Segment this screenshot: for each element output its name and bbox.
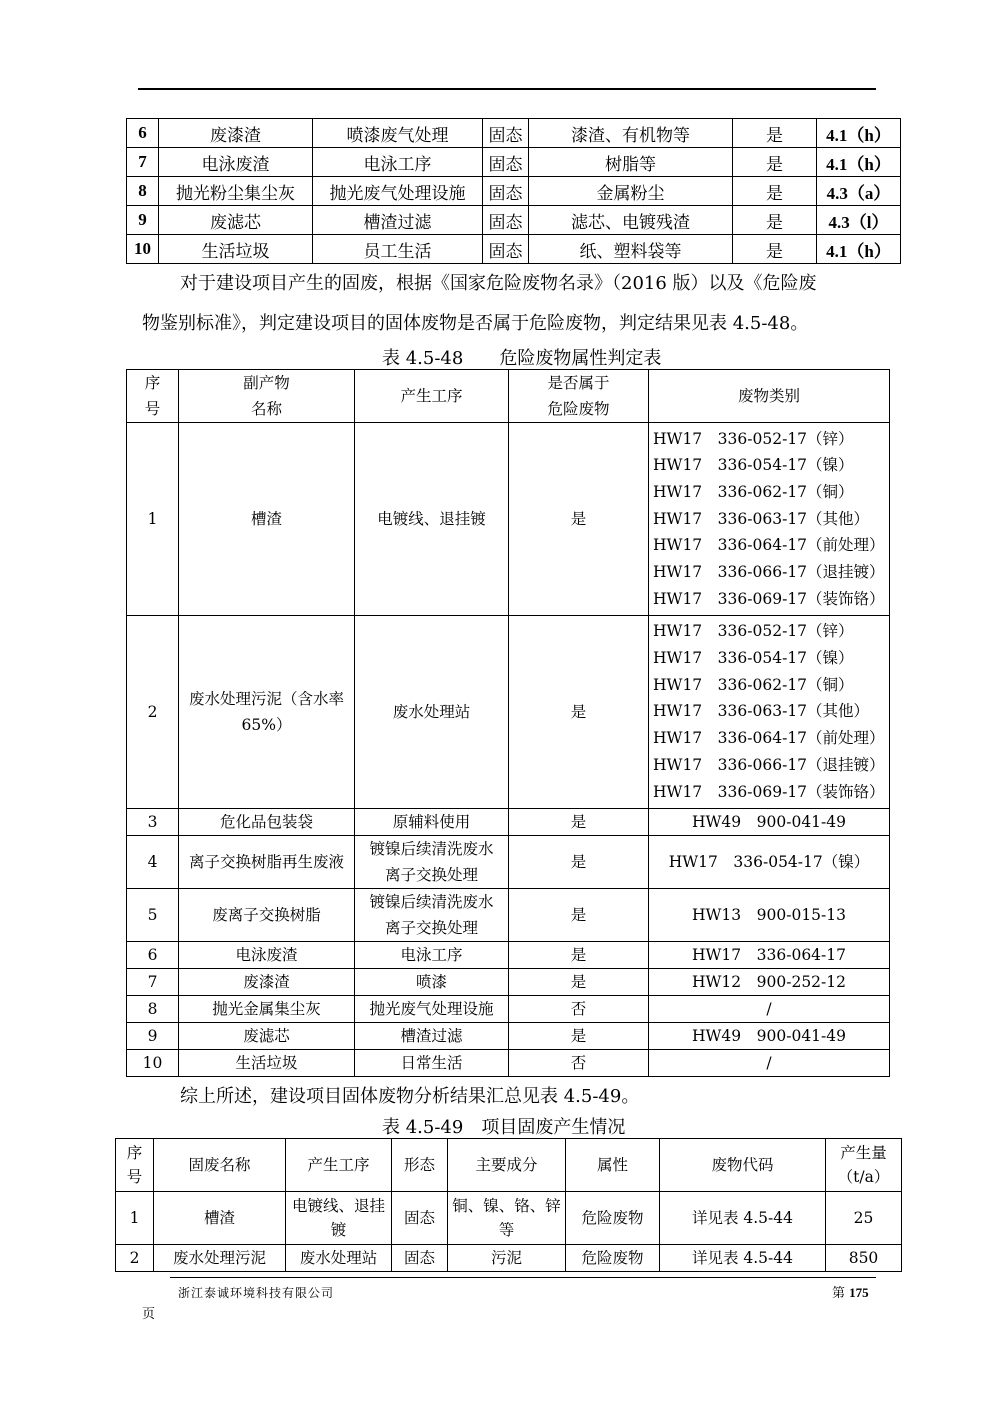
cell-is-hazardous: 否: [509, 995, 649, 1022]
table-row: [127, 206, 901, 235]
cell-form: 固态: [483, 235, 529, 264]
table-header-row: [127, 370, 890, 423]
waste-code-line: HW17 336-066-17（退挂镀）: [653, 562, 885, 581]
waste-code-line: HW17 336-069-17（装饰铬）: [653, 782, 885, 801]
table-row: [127, 808, 890, 835]
table-header-row: [116, 1139, 902, 1192]
cell-composition: 铜、镍、铬、锌等: [448, 1192, 566, 1245]
waste-code-line: HW17 336-064-17（前处理）: [653, 536, 885, 555]
column-header: 废物代码: [660, 1139, 826, 1192]
cell-waste-code: 详见表 4.5-44: [660, 1245, 826, 1272]
cell-process: 镀镍后续清洗废水离子交换处理: [355, 888, 509, 941]
cell-waste-category: HW17 336-054-17（镍）: [649, 835, 890, 888]
table-row: [127, 941, 890, 968]
table-row: [127, 615, 890, 808]
cell-basis: 4.3（l）: [817, 206, 901, 235]
table-row: [127, 1022, 890, 1049]
cell-basis: 4.1（h）: [817, 148, 901, 177]
paragraph-line: 对于建设项目产生的固废，根据《国家危险废物名录》（2016 版）以及《危险废: [180, 273, 817, 294]
table-row: [127, 148, 901, 177]
page-number: 175: [849, 1285, 869, 1300]
cell-process: 镀镍后续清洗废水离子交换处理: [355, 835, 509, 888]
cell-waste-category: /: [649, 995, 890, 1022]
cell-is-hazardous: 是: [509, 968, 649, 995]
table-caption-49: 表 4.5-49 项目固废产生情况: [382, 1117, 626, 1138]
column-header: 废物类别: [649, 370, 890, 423]
cell-is-hazardous: 是: [509, 1022, 649, 1049]
cell-quantity: 850: [826, 1245, 902, 1272]
table-row: [127, 235, 901, 264]
column-header: 产生工序: [286, 1139, 392, 1192]
table-row: [127, 423, 890, 616]
cell-composition: 树脂等: [529, 148, 733, 177]
table-row: [127, 888, 890, 941]
cell-is-hazardous: 是: [509, 941, 649, 968]
waste-code-line: HW17 336-062-17（铜）: [653, 675, 854, 694]
column-header: 序 号: [116, 1139, 154, 1192]
cell-composition: 漆渣、有机物等: [529, 119, 733, 148]
cell-process: 喷漆: [355, 968, 509, 995]
cell-waste-category: HW17 336-064-17: [649, 941, 890, 968]
cell-byproduct-name: 离子交换树脂再生废液: [179, 835, 355, 888]
column-header: 属性: [566, 1139, 660, 1192]
cell-process: 电泳工序: [355, 941, 509, 968]
cell-index: 2: [116, 1245, 154, 1272]
paragraph-summary: 综上所述，建设项目固体废物分析结果汇总见表 4.5-49。: [180, 1086, 640, 1107]
cell-is-hazardous: 是: [509, 888, 649, 941]
cell-is-hazardous: 否: [509, 1049, 649, 1076]
cell-index: 7: [127, 968, 179, 995]
table-row: [127, 119, 901, 148]
cell-waste-category: HW13 900-015-13: [649, 888, 890, 941]
cell-index: 9: [127, 206, 159, 235]
cell-waste-category: [649, 423, 890, 616]
cell-form: 固态: [392, 1245, 448, 1272]
cell-quantity: 25: [826, 1192, 902, 1245]
cell-process: 抛光废气处理设施: [355, 995, 509, 1022]
column-header: 是否属于 危险废物: [509, 370, 649, 423]
cell-waste-name: 废漆渣: [159, 119, 313, 148]
cell-is-hazardous: 是: [509, 808, 649, 835]
cell-byproduct-name: 危化品包装袋: [179, 808, 355, 835]
header-rule: [138, 88, 876, 90]
cell-index: 5: [127, 888, 179, 941]
cell-waste-name: 废滤芯: [159, 206, 313, 235]
waste-table-continued: [126, 118, 901, 264]
cell-form: 固态: [483, 177, 529, 206]
cell-process: 废水处理站: [355, 615, 509, 808]
cell-process: 日常生活: [355, 1049, 509, 1076]
footer-page: [832, 1282, 869, 1301]
waste-code-line: HW17 336-066-17（退挂镀）: [653, 755, 885, 774]
footer-company: 浙江泰诚环境科技有限公司: [178, 1286, 335, 1300]
cell-byproduct-name: 槽渣: [179, 423, 355, 616]
cell-process: 原辅料使用: [355, 808, 509, 835]
table-row: [116, 1245, 902, 1272]
waste-code-line: HW17 336-063-17（其他）: [653, 702, 870, 721]
cell-is-solid-waste: 是: [733, 148, 817, 177]
cell-is-hazardous: 是: [509, 835, 649, 888]
cell-composition: 滤芯、电镀残渣: [529, 206, 733, 235]
cell-process: 槽渣过滤: [355, 1022, 509, 1049]
cell-is-solid-waste: 是: [733, 206, 817, 235]
cell-form: 固态: [392, 1192, 448, 1245]
cell-waste-name: 抛光粉尘集尘灰: [159, 177, 313, 206]
column-header: 主要成分: [448, 1139, 566, 1192]
footer-page-suffix: 页: [142, 1307, 156, 1322]
waste-code-line: HW17 336-052-17（锌）: [653, 429, 854, 448]
cell-index: 4: [127, 835, 179, 888]
table-row: [127, 835, 890, 888]
table-row: [116, 1192, 902, 1245]
cell-waste-name: 电泳废渣: [159, 148, 313, 177]
cell-basis: 4.1（h）: [817, 119, 901, 148]
cell-waste-code: 详见表 4.5-44: [660, 1192, 826, 1245]
hazardous-waste-table: [126, 369, 890, 1077]
table-row: [127, 968, 890, 995]
cell-index: 9: [127, 1022, 179, 1049]
column-header: 产生量 （t/a）: [826, 1139, 902, 1192]
solid-waste-summary-table: [115, 1138, 902, 1272]
cell-index: 6: [127, 941, 179, 968]
cell-basis: 4.1（h）: [817, 235, 901, 264]
cell-byproduct-name: 生活垃圾: [179, 1049, 355, 1076]
cell-waste-name: 槽渣: [154, 1192, 286, 1245]
waste-code-line: HW17 336-069-17（装饰铬）: [653, 589, 885, 608]
paragraph-line: 物鉴别标准》，判定建设项目的固体废物是否属于危险废物，判定结果见表 4.5-48。: [142, 313, 809, 334]
cell-is-hazardous: 是: [509, 423, 649, 616]
page-prefix: 第: [832, 1286, 846, 1301]
column-header: 形态: [392, 1139, 448, 1192]
cell-is-solid-waste: 是: [733, 177, 817, 206]
cell-process: 抛光废气处理设施: [313, 177, 483, 206]
table-row: [127, 995, 890, 1022]
cell-index: 10: [127, 235, 159, 264]
cell-byproduct-name: 废滤芯: [179, 1022, 355, 1049]
cell-process: 电镀线、退挂镀: [286, 1192, 392, 1245]
cell-index: 2: [127, 615, 179, 808]
table-row: [127, 1049, 890, 1076]
cell-process: 电泳工序: [313, 148, 483, 177]
cell-index: 3: [127, 808, 179, 835]
cell-waste-category: HW12 900-252-12: [649, 968, 890, 995]
column-header: 副产物 名称: [179, 370, 355, 423]
cell-waste-category: [649, 615, 890, 808]
cell-index: 1: [116, 1192, 154, 1245]
cell-attribute: 危险废物: [566, 1245, 660, 1272]
waste-code-line: HW17 336-063-17（其他）: [653, 509, 870, 528]
cell-form: 固态: [483, 119, 529, 148]
cell-process: 废水处理站: [286, 1245, 392, 1272]
cell-form: 固态: [483, 206, 529, 235]
cell-waste-category: HW49 900-041-49: [649, 1022, 890, 1049]
cell-composition: 金属粉尘: [529, 177, 733, 206]
cell-composition: 纸、塑料袋等: [529, 235, 733, 264]
paragraph-intro: [142, 265, 882, 303]
cell-index: 8: [127, 995, 179, 1022]
table-caption-48: 表 4.5-48 危险废物属性判定表: [382, 348, 662, 369]
column-header: 产生工序: [355, 370, 509, 423]
waste-code-line: HW17 336-064-17（前处理）: [653, 729, 885, 748]
cell-is-solid-waste: 是: [733, 235, 817, 264]
paragraph-intro-cont: [142, 305, 882, 343]
cell-is-solid-waste: 是: [733, 119, 817, 148]
cell-byproduct-name: 废离子交换树脂: [179, 888, 355, 941]
table-row: [127, 177, 901, 206]
cell-basis: 4.3（a）: [817, 177, 901, 206]
cell-composition: 污泥: [448, 1245, 566, 1272]
cell-index: 1: [127, 423, 179, 616]
cell-byproduct-name: 电泳废渣: [179, 941, 355, 968]
cell-waste-name: 废水处理污泥: [154, 1245, 286, 1272]
footer-rule: [170, 1277, 876, 1278]
cell-index: 6: [127, 119, 159, 148]
waste-code-line: HW17 336-054-17（镍）: [653, 456, 854, 475]
cell-byproduct-name: 废水处理污泥（含水率 65%）: [179, 615, 355, 808]
cell-attribute: 危险废物: [566, 1192, 660, 1245]
cell-is-hazardous: 是: [509, 615, 649, 808]
cell-index: 10: [127, 1049, 179, 1076]
column-header: 序 号: [127, 370, 179, 423]
waste-code-line: HW17 336-054-17（镍）: [653, 649, 854, 668]
cell-index: 7: [127, 148, 159, 177]
cell-byproduct-name: 废漆渣: [179, 968, 355, 995]
cell-index: 8: [127, 177, 159, 206]
cell-process: 槽渣过滤: [313, 206, 483, 235]
column-header: 固废名称: [154, 1139, 286, 1192]
cell-waste-category: HW49 900-041-49: [649, 808, 890, 835]
cell-waste-name: 生活垃圾: [159, 235, 313, 264]
cell-process: 员工生活: [313, 235, 483, 264]
cell-form: 固态: [483, 148, 529, 177]
waste-code-line: HW17 336-062-17（铜）: [653, 482, 854, 501]
cell-process: 喷漆废气处理: [313, 119, 483, 148]
cell-waste-category: /: [649, 1049, 890, 1076]
waste-code-line: HW17 336-052-17（锌）: [653, 622, 854, 641]
cell-byproduct-name: 抛光金属集尘灰: [179, 995, 355, 1022]
cell-process: 电镀线、退挂镀: [355, 423, 509, 616]
